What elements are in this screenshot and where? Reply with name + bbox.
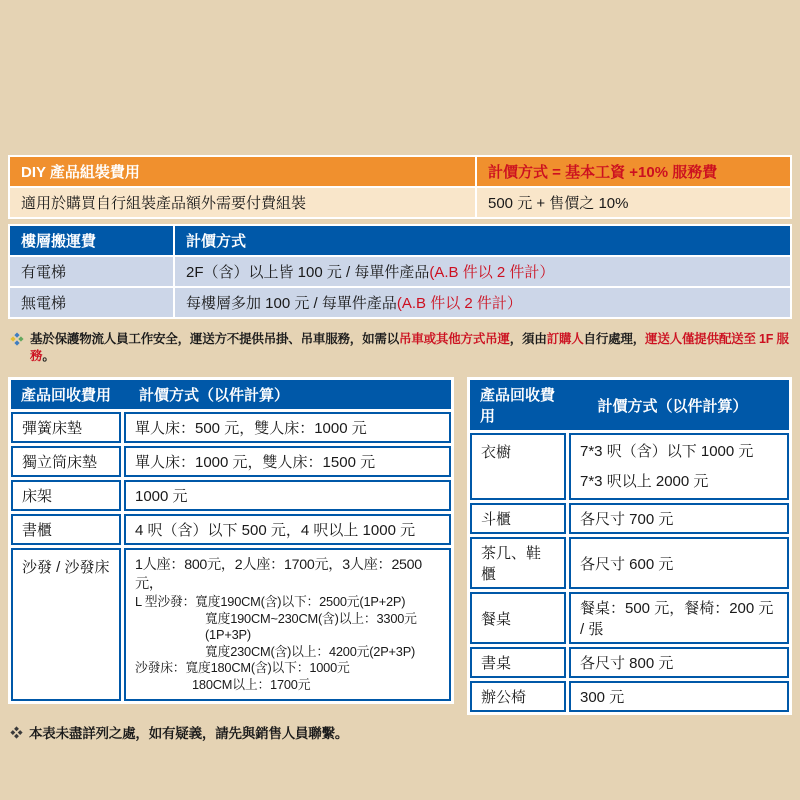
recycle-row-label <box>470 537 566 589</box>
note-segment: 自行處理， <box>583 332 646 346</box>
recycle-row-label <box>11 412 121 443</box>
note-segment: ，須由 <box>509 332 547 346</box>
floor-row-value-text: 每樓層多加 100 元 / 每單件產品 <box>186 295 397 312</box>
sofa-line: 1人座：800元，2人座：1700元，3人座：2500元， <box>135 557 422 592</box>
floor-moving-fee-table <box>8 224 792 319</box>
sofa-line: 寬度230CM(含)以上：4200元(2P+3P) <box>205 643 416 659</box>
floor-row-red-note: (A.B 件以 2 件計） <box>396 295 522 312</box>
recycle-left-header-method: 計價方式（以件計算） <box>139 387 290 404</box>
footer-note-text: 本表未盡詳列之處，如有疑義，請先與銷售人員聯繫。 <box>29 726 349 741</box>
row-label-text: 彈簧床墊 <box>22 420 83 437</box>
row-label-text: 餐桌 <box>481 610 512 628</box>
assembly-description-text: 適用於購買自行組裝產品額外需要付費組裝 <box>21 195 307 212</box>
floor-table-header-item <box>10 226 173 255</box>
row-label-text: 獨立筒床墊 <box>22 454 98 471</box>
row-value-text: 餐桌：500 元，餐椅：200 元 / 張 <box>580 600 774 638</box>
row-value-text: 各尺寸 600 元 <box>580 555 674 573</box>
row-label-text: 沙發 / 沙發床 <box>22 559 110 576</box>
four-diamond-icon <box>10 332 24 351</box>
recycle-row-label <box>470 592 566 644</box>
sofa-line: 沙發床：寬度180CM(含)以下：1000元 <box>135 660 350 675</box>
recycle-left-header <box>11 380 451 409</box>
recycle-row-value <box>124 480 451 511</box>
assembly-price-cell <box>477 188 790 217</box>
note-segment-red: 運送人僅提供配送至 1F 服務 <box>30 332 789 363</box>
recycle-row-value <box>569 681 789 712</box>
floor-row-value-text: 2F（含）以上皆 100 元 / 每單件產品 <box>186 264 430 281</box>
recycle-row-label <box>11 480 121 511</box>
row-value-text: 300 元 <box>580 689 625 706</box>
row-label-text: 茶几、鞋櫃 <box>481 545 542 583</box>
floor-row-label <box>10 288 173 317</box>
sofa-row-value <box>124 548 451 701</box>
row-label-text: 斗櫃 <box>481 511 512 528</box>
note-segment: 基於保護物流人員工作安全，運送方不提供吊掛、吊車服務，如需以 <box>30 332 400 346</box>
recycle-row-value <box>569 647 789 678</box>
assembly-title-text: DIY 產品組裝費用 <box>21 164 140 181</box>
row-value-text: 單人床：500 元，雙人床：1000 元 <box>135 420 367 437</box>
recycle-row-value <box>569 592 789 644</box>
recycle-row-label <box>11 514 121 545</box>
row-value-text: 各尺寸 700 元 <box>580 511 674 528</box>
sofa-line: 寬度190CM~230CM(含)以上：3300元(1P+3P) <box>205 610 417 642</box>
row-label-text: 辦公椅 <box>481 689 527 706</box>
recycle-row-label <box>470 647 566 678</box>
price-sheet <box>8 155 792 755</box>
sofa-row-label <box>11 548 121 701</box>
recycle-row-value <box>569 503 789 534</box>
row-value-text: 1000 元 <box>135 488 188 505</box>
floor-row-label <box>10 257 173 286</box>
recycle-row-value <box>124 514 451 545</box>
recycle-right-header-item: 產品回收費用 <box>480 387 556 425</box>
row-value-text: 各尺寸 800 元 <box>580 655 674 672</box>
assembly-pricing-formula <box>477 157 790 186</box>
assembly-table-title <box>10 157 475 186</box>
footer-note <box>8 725 792 743</box>
recycle-right-header-method: 計價方式（以件計算） <box>597 397 748 415</box>
recycle-row-value <box>569 537 789 589</box>
note-segment-red: 吊車或其他方式吊運 <box>399 332 510 346</box>
recycle-left-header-item: 產品回收費用 <box>21 387 112 404</box>
floor-row-label-text: 有電梯 <box>21 264 67 281</box>
note-segment-red: 訂購人 <box>546 332 584 346</box>
recycle-fee-table-right <box>467 377 792 715</box>
recycle-fee-table-left <box>8 377 454 704</box>
wardrobe-line: 7*3 呎（含）以下 1000 元 <box>580 443 754 460</box>
row-value-text: 4 呎（含）以下 500 元，4 呎以上 1000 元 <box>135 522 416 539</box>
recycle-row-label <box>470 681 566 712</box>
assembly-formula-text: 計價方式 = 基本工資 +10% 服務費 <box>488 164 718 181</box>
floor-row-value <box>175 257 790 286</box>
sofa-line: L 型沙發：寬度190CM(含)以下：2500元(1P+2P) <box>135 594 406 609</box>
recycle-fee-tables <box>8 377 792 715</box>
row-label-text: 床架 <box>22 488 53 505</box>
row-label-text: 衣櫥 <box>481 444 512 461</box>
four-diamond-icon <box>10 726 23 743</box>
assembly-description-cell <box>10 188 475 217</box>
wardrobe-row-label <box>470 433 566 500</box>
sofa-line: 180CM以上：1700元 <box>192 676 311 692</box>
note-segment: 。 <box>42 349 55 363</box>
floor-row-label-text: 無電梯 <box>21 295 67 312</box>
safety-note <box>8 331 792 365</box>
wardrobe-row-value <box>569 433 789 500</box>
floor-row-value <box>175 288 790 317</box>
row-label-text: 書桌 <box>481 655 512 672</box>
wardrobe-line: 7*3 呎以上 2000 元 <box>580 473 709 490</box>
safety-note-text <box>30 331 792 365</box>
recycle-row-label <box>470 503 566 534</box>
recycle-row-value <box>124 446 451 477</box>
recycle-row-label <box>11 446 121 477</box>
floor-header-method-text: 計價方式 <box>186 233 247 250</box>
assembly-price-text: 500 元 + 售價之 10% <box>488 195 629 212</box>
row-label-text: 書櫃 <box>22 522 53 539</box>
floor-row-red-note: (A.B 件以 2 件計） <box>429 264 555 281</box>
recycle-right-header <box>470 380 789 430</box>
floor-table-header-method <box>175 226 790 255</box>
row-value-text: 單人床：1000 元，雙人床：1500 元 <box>135 454 376 471</box>
recycle-row-value <box>124 412 451 443</box>
assembly-fee-table <box>8 155 792 219</box>
floor-header-item-text: 樓層搬運費 <box>21 233 97 250</box>
